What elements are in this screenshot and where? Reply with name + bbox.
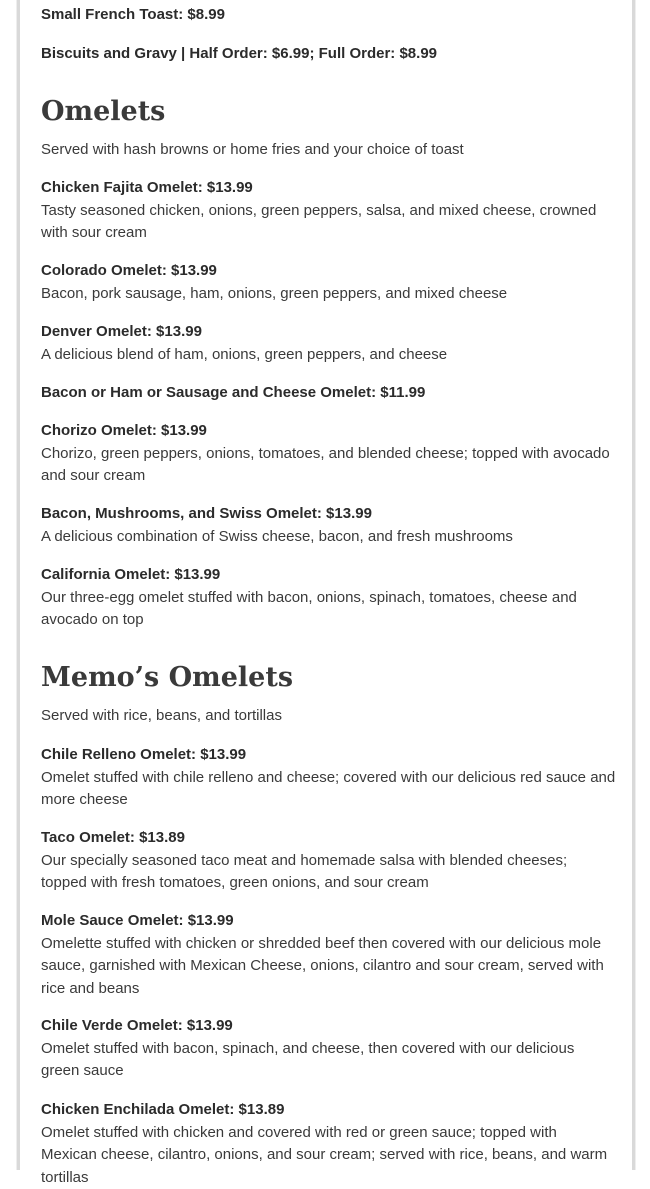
item-description: Omelet stuffed with bacon, spinach, and cheese, then covered with our delicious green sauce (41, 1038, 616, 1083)
menu-item (41, 321, 616, 366)
menu-item (41, 1015, 616, 1083)
menu-item (41, 420, 616, 488)
item-description: Chorizo, green peppers, onions, tomatoes, and blended cheese; topped with avocado and sour cream (41, 443, 616, 488)
menu-item (41, 1099, 616, 1189)
menu-item (41, 260, 616, 305)
item-name: Chile Verde Omelet: $13.99 (41, 1015, 616, 1038)
menu-item (41, 744, 616, 812)
menu-item (41, 827, 616, 895)
section-title-memos-omelets: Memo’s Omelets (41, 661, 293, 695)
item-description: Our specially seasoned taco meat and homemade salsa with blended cheeses; topped with fresh tomatoes, green onions, and sour cream (41, 850, 616, 895)
section-note-memos-omelets: Served with rice, beans, and tortillas (41, 705, 616, 728)
item-name: California Omelet: $13.99 (41, 564, 616, 587)
menu-item (41, 4, 616, 27)
item-description: Omelette stuffed with chicken or shredded beef then covered with our delicious mole sauce, garnished with Mexican Cheese, onions, cilantro and sour cream, served with rice and beans (41, 933, 616, 1001)
item-name: Small French Toast: $8.99 (41, 4, 616, 27)
item-name: Bacon or Ham or Sausage and Cheese Omelet: $11.99 (41, 382, 616, 405)
item-name: Colorado Omelet: $13.99 (41, 260, 616, 283)
section-note-omelets: Served with hash browns or home fries and your choice of toast (41, 139, 616, 162)
menu-item (41, 910, 616, 1000)
item-description: Tasty seasoned chicken, onions, green peppers, salsa, and mixed cheese, crowned with sour cream (41, 200, 616, 245)
item-description: Omelet stuffed with chicken and covered with red or green sauce; topped with Mexican cheese, cilantro, onions, and sour cream; served with rice, beans, and warm tortillas (41, 1122, 616, 1189)
item-description: Omelet stuffed with chile relleno and cheese; covered with our delicious red sauce and more cheese (41, 767, 616, 812)
section-title-omelets: Omelets (41, 95, 165, 129)
item-name: Mole Sauce Omelet: $13.99 (41, 910, 616, 933)
menu-item (41, 43, 616, 66)
menu-item (41, 503, 616, 548)
menu-item (41, 177, 616, 245)
item-name: Bacon, Mushrooms, and Swiss Omelet: $13.99 (41, 503, 616, 526)
item-name: Denver Omelet: $13.99 (41, 321, 616, 344)
item-name: Chorizo Omelet: $13.99 (41, 420, 616, 443)
menu-item (41, 564, 616, 632)
menu-page (17, 0, 635, 1170)
item-description: Bacon, pork sausage, ham, onions, green peppers, and mixed cheese (41, 283, 616, 306)
item-name: Taco Omelet: $13.89 (41, 827, 616, 850)
item-name: Chile Relleno Omelet: $13.99 (41, 744, 616, 767)
item-name: Chicken Enchilada Omelet: $13.89 (41, 1099, 616, 1122)
item-name: Chicken Fajita Omelet: $13.99 (41, 177, 616, 200)
item-description: A delicious combination of Swiss cheese, bacon, and fresh mushrooms (41, 526, 616, 549)
menu-item (41, 382, 616, 405)
item-name: Biscuits and Gravy | Half Order: $6.99; Full Order: $8.99 (41, 43, 616, 66)
item-description: A delicious blend of ham, onions, green peppers, and cheese (41, 344, 616, 367)
item-description: Our three-egg omelet stuffed with bacon, onions, spinach, tomatoes, cheese and avocado on top (41, 587, 616, 632)
